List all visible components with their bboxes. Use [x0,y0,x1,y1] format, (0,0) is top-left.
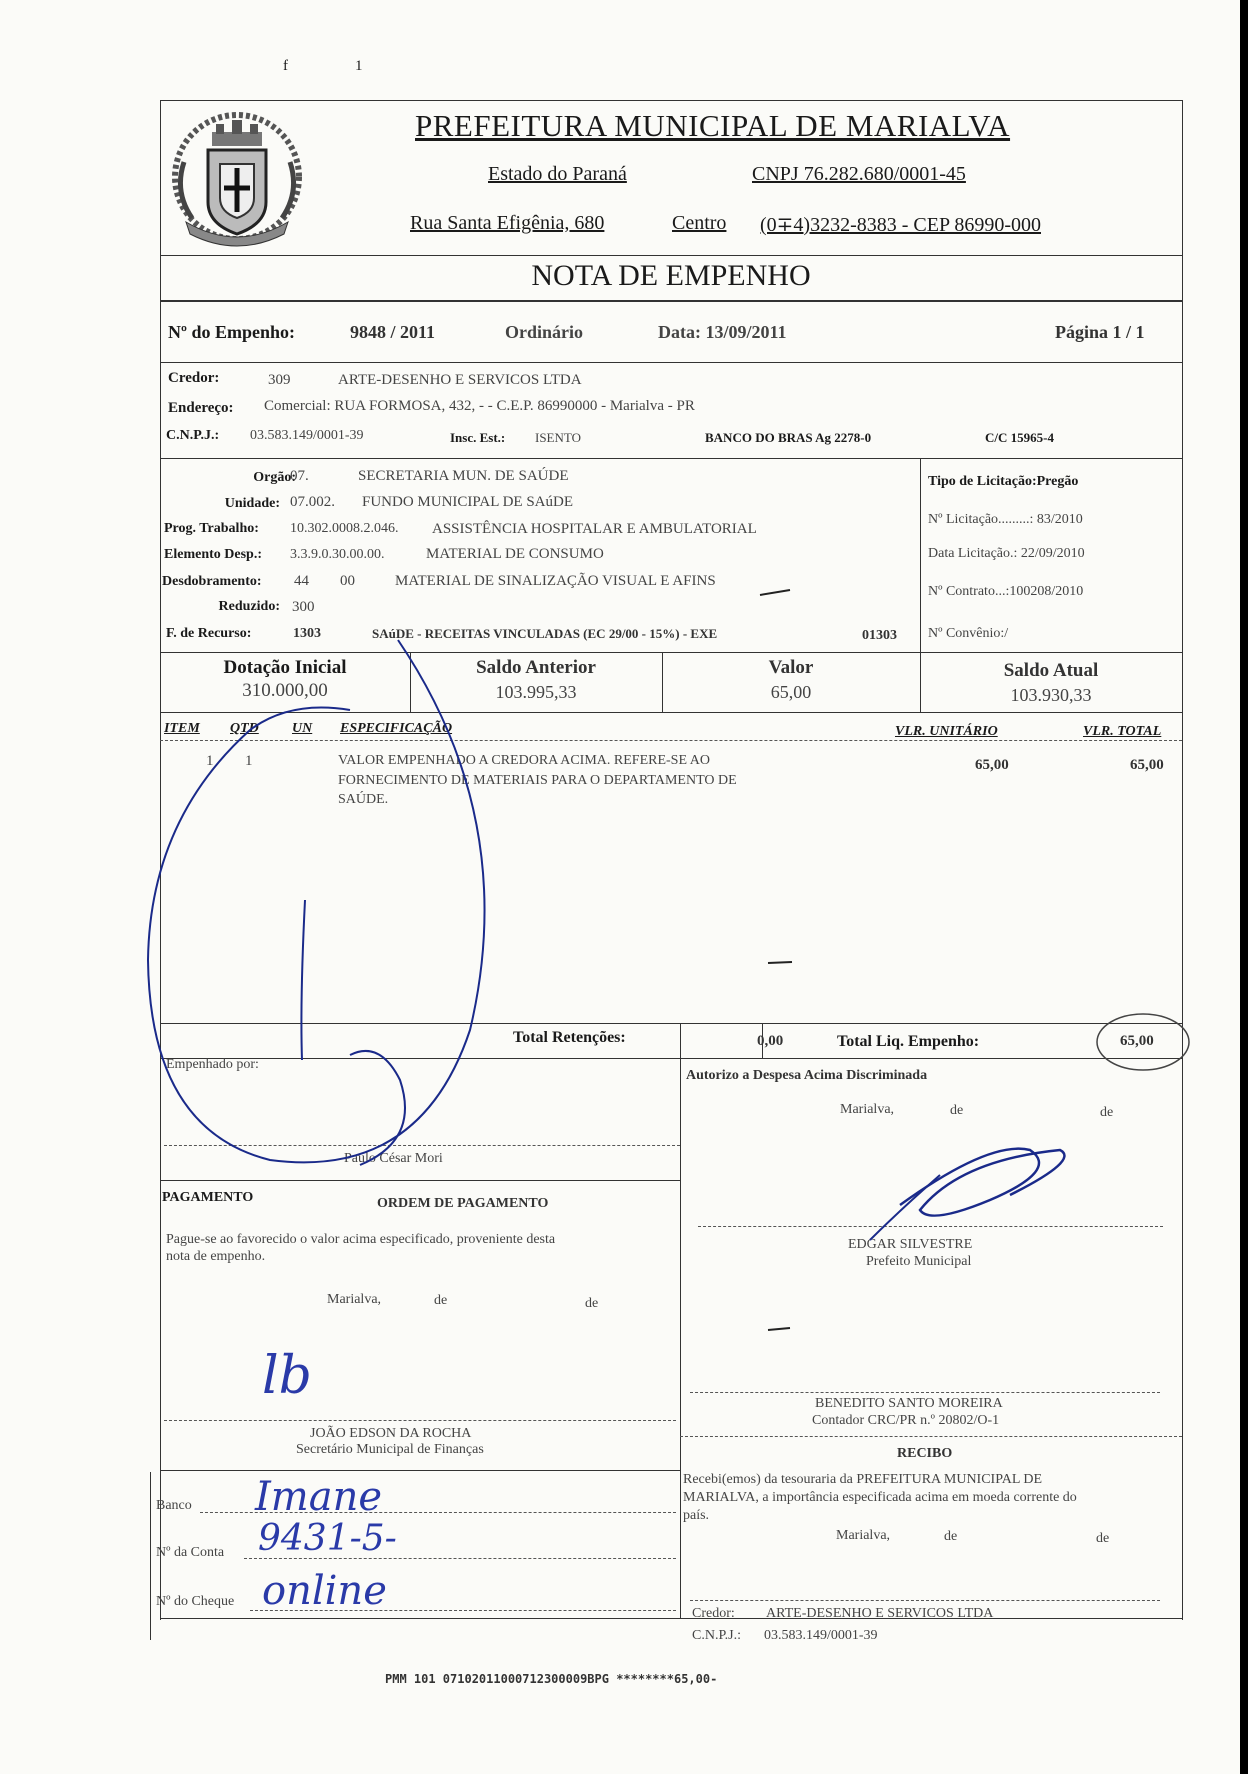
reduzido-label: Reduzido: [218,599,280,614]
cheque-handwritten: online [262,1568,387,1614]
cnpj-value: 03.583.149/0001-39 [250,428,364,443]
recibo-city: Marialva, [836,1528,891,1543]
autorizo-city: Marialva, [840,1102,895,1117]
pagamento-city: Marialva, [327,1292,382,1307]
item-qtd: 1 [245,753,253,769]
credor-code: 309 [268,372,291,388]
saldo-anterior-label: Saldo Anterior [476,657,596,678]
column-header-especificacao: ESPECIFICAÇÃO [340,721,453,736]
cnpj-label: C.N.P.J.: [166,428,220,443]
item-especificacao: FORNECIMENTO DE MATERIAIS PARA O DEPARTAMENTO DE [338,773,737,788]
licitacao-numero: Nº Licitação.........: 83/2010 [928,512,1083,527]
licitacao-tipo: Tipo de Licitação:Pregão [928,474,1079,489]
recibo-de: de [1096,1531,1110,1546]
unidade-label: Unidade: [224,496,280,511]
item-especificacao: VALOR EMPENHADO A CREDORA ACIMA. REFERE-SE AO [338,753,710,768]
contrato-numero: Nº Contrato...:100208/2010 [928,584,1084,599]
prefeito-name: EDGAR SILVESTRE [848,1237,973,1252]
fonte-code: 1303 [293,626,321,641]
prog-code: 10.302.0008.2.046. [290,521,399,536]
conta-value: C/C 15965-4 [985,430,1054,445]
desdobramento-code-b: 00 [340,573,355,589]
scan-mark: 1 [355,58,363,74]
ordem-pagamento-label: ORDEM DE PAGAMENTO [377,1196,549,1211]
dotacao-value: 310.000,00 [242,680,328,701]
fonte-number: 01303 [862,628,897,643]
recibo-title: RECIBO [897,1446,953,1461]
valor-value: 65,00 [770,682,812,702]
pagamento-text: nota de empenho. [166,1249,266,1264]
orgao-value: SECRETARIA MUN. DE SAÚDE [358,468,569,484]
valor-label: Valor [768,657,814,678]
column-header-item: ITEM [164,721,200,736]
address-label: Rua Santa Efigênia, 680 [410,212,605,234]
dotacao-label: Dotação Inicial [223,657,347,678]
recibo-de: de [944,1529,958,1544]
orgao-label: Orgão: [253,470,296,485]
contador-role: Contador CRC/PR n.º 20802/O-1 [812,1413,1000,1428]
credor-label: Credor: [168,370,220,386]
fonte-label: F. de Recurso: [166,626,252,641]
insc-value: ISENTO [535,430,581,445]
banco-label: Banco [156,1498,192,1513]
elemento-value: MATERIAL DE CONSUMO [426,546,604,562]
banco-value: BANCO DO BRAS Ag 2278-0 [705,430,872,445]
pagamento-de: de [434,1293,448,1308]
secretario-role: Secretário Municipal de Finanças [296,1442,484,1457]
autorizo-de: de [1100,1105,1114,1120]
item-especificacao: SAÚDE. [338,792,389,807]
item-number: 1 [206,753,214,769]
pagamento-de: de [585,1296,599,1311]
conta-label: Nº da Conta [156,1545,225,1560]
pagamento-label: PAGAMENTO [162,1190,254,1205]
unidade-value: FUNDO MUNICIPAL DE SAúDE [362,494,573,510]
autorizo-title: Autorizo a Despesa Acima Discriminada [686,1068,928,1083]
empenhado-name: Paulo César Mori [344,1151,443,1166]
column-header-total: VLR. TOTAL [1083,724,1162,739]
initials-handwritten: lb [262,1346,312,1406]
banco-handwritten: Imane [255,1474,383,1520]
item-valor-total: 65,00 [1130,757,1164,773]
empenho-date: Data: 13/09/2011 [658,322,787,342]
licitacao-data: Data Licitação.: 22/09/2010 [928,546,1085,561]
saldo-atual-value: 103.930,33 [1010,685,1092,705]
recibo-cnpj-value: 03.583.149/0001-39 [764,1628,878,1643]
recibo-credor-label: Credor: [692,1606,735,1621]
secretario-name: JOÃO EDSON DA ROCHA [310,1426,472,1441]
total-retencoes-label: Total Retenções: [513,1029,626,1046]
recibo-cnpj-label: C.N.P.J.: [692,1628,742,1643]
desdobramento-value: MATERIAL DE SINALIZAÇÃO VISUAL E AFINS [395,573,716,589]
item-valor-unitario: 65,00 [975,757,1009,773]
reduzido-value: 300 [292,599,315,615]
state-label: Estado do Paraná [488,163,627,185]
empenho-number-label: Nº do Empenho: [168,322,295,342]
insc-label: Insc. Est.: [450,430,506,445]
total-retencoes-value: 0,00 [757,1033,784,1049]
convenio-numero: Nº Convênio:/ [928,626,1009,641]
cheque-label: Nº do Cheque [156,1594,235,1609]
empenhado-label: Empenhado por: [166,1057,259,1072]
district-label: Centro [672,212,727,234]
endereco-label: Endereço: [168,400,234,416]
recibo-text: MARIALVA, a importância especificada acima em moeda corrente do [683,1490,1077,1505]
recibo-text: país. [683,1508,710,1523]
empenho-number: 9848 / 2011 [350,322,436,342]
column-header-unitario: VLR. UNITÁRIO [895,724,998,739]
desdobramento-code-a: 44 [294,573,309,589]
unidade-code: 07.002. [290,494,335,510]
orgao-code: 07. [290,468,309,484]
saldo-atual-label: Saldo Atual [1003,660,1099,681]
prefeito-role: Prefeito Municipal [866,1254,972,1269]
fonte-value: SAúDE - RECEITAS VINCULADAS (EC 29/00 - 15%) - EXE [372,626,718,641]
total-liquido-value: 65,00 [1120,1033,1154,1049]
elemento-code: 3.3.9.0.30.00.00. [290,547,385,562]
pagamento-text: Pague-se ao favorecido o valor acima especificado, proveniente desta [166,1232,556,1247]
total-liquido-label: Total Liq. Empenho: [837,1033,980,1050]
phone-cep-label: (0∓4)3232-8383 - CEP 86990-000 [760,214,1041,236]
page-number: Página 1 / 1 [1055,322,1145,342]
contador-name: BENEDITO SANTO MOREIRA [815,1396,1003,1411]
elemento-label: Elemento Desp.: [164,547,262,562]
column-header-qtd: QTD [230,721,259,736]
column-header-un: UN [292,721,313,736]
recibo-text: Recebi(emos) da tesouraria da PREFEITURA MUNICIPAL DE [683,1472,1043,1487]
desdobramento-label: Desdobramento: [162,574,262,589]
endereco-value: Comercial: RUA FORMOSA, 432, - - C.E.P. 86990000 - Marialva - PR [264,398,695,414]
page-title: PREFEITURA MUNICIPAL DE MARIALVA [415,108,1011,143]
prog-label: Prog. Trabalho: [164,521,259,536]
document-title: NOTA DE EMPENHO [531,259,811,292]
prog-value: ASSISTÊNCIA HOSPITALAR E AMBULATORIAL [432,521,757,537]
autorizo-de: de [950,1103,964,1118]
saldo-anterior-value: 103.995,33 [495,682,577,702]
cnpj-label: CNPJ 76.282.680/0001-45 [752,163,966,185]
scan-mark: f [283,58,288,74]
conta-handwritten: 9431-5- [258,1518,397,1559]
credor-name: ARTE-DESENHO E SERVICOS LTDA [338,372,582,388]
empenho-type: Ordinário [505,322,584,342]
recibo-credor-name: ARTE-DESENHO E SERVICOS LTDA [766,1606,994,1621]
footer-code: PMM 101 07102011000712300009BPG ********65,00- [385,1672,718,1686]
